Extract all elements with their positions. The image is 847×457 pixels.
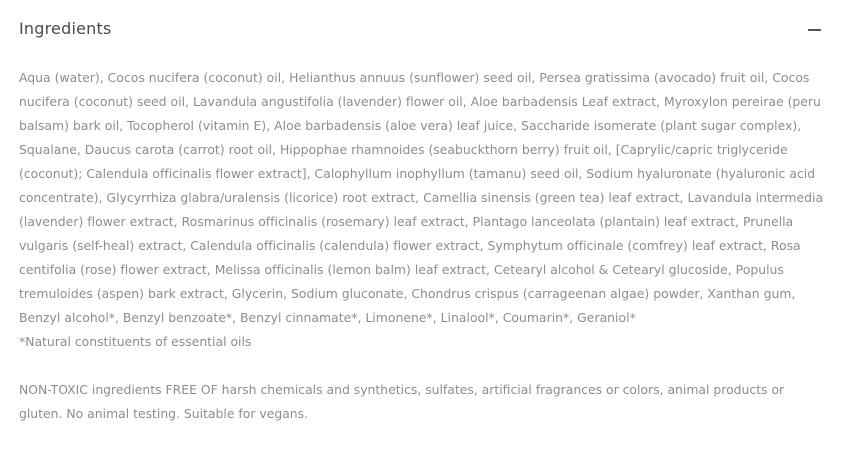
accordion-title: Ingredients	[19, 19, 112, 38]
non-toxic-statement: NON-TOXIC ingredients FREE OF harsh chemicals and synthetics, sulfates, artificial fragrances or colors, animal products or gluten. No animal testing. Suitable for vegans.	[19, 382, 785, 421]
minus-icon[interactable]	[808, 29, 821, 31]
ingredients-list: Aqua (water), Cocos nucifera (coconut) oil, Helianthus annuus (sunflower) seed oil, Persea gratissima (avocado) fruit oil, Cocos nucifera (coconut) seed oil, Lavandula angustifolia (lavender) flower oil, Aloe barbadensis Leaf extract, Myroxylon pereirae (peru balsam) bark oil, Tocopherol (vitamin E), Aloe barbadensis (aloe vera) leaf juice, Saccharide isomerate (plant sugar complex), Squalane, Daucus carota (carrot) root oil, Hippophae rhamnoides (seabuckthorn berry) fruit oil, [Caprylic/capric triglyceride (coconut); Calendula officinalis flower extract], Calophyllum inophyllum (tamanu) seed oil, Sodium hyaluronate (hyaluronic acid concentrate), Glycyrrhiza glabra/uralensis (licorice) root extract, Camellia sinensis (green tea) leaf extract, Lavandula intermedia (lavender) flower extract, Rosmarinus officinalis (rosemary) leaf extract, Plantago lanceolata (plantain) leaf extract, Prunella vulgaris (self-heal) extract, Calendula officinalis (calendula) flower extract, Symphytum officinale (comfrey) leaf extract, Rosa centifolia (rose) flower extract, Melissa officinalis (lemon balm) leaf extract, Cetearyl alcohol & Cetearyl glucoside, Populus tremuloides (aspen) bark extract, Glycerin, Sodium gluconate, Chondrus crispus (carrageenan algae) powder, Xanthan gum, Benzyl alcohol*, Benzyl benzoate*, Benzyl cinnamate*, Limonene*, Linalool*, Coumarin*, Geraniol*	[19, 70, 824, 325]
essential-oils-footnote: *Natural constituents of essential oils	[19, 334, 252, 349]
ingredients-panel	[19, 66, 824, 426]
ingredients-accordion-header[interactable]	[19, 16, 821, 46]
